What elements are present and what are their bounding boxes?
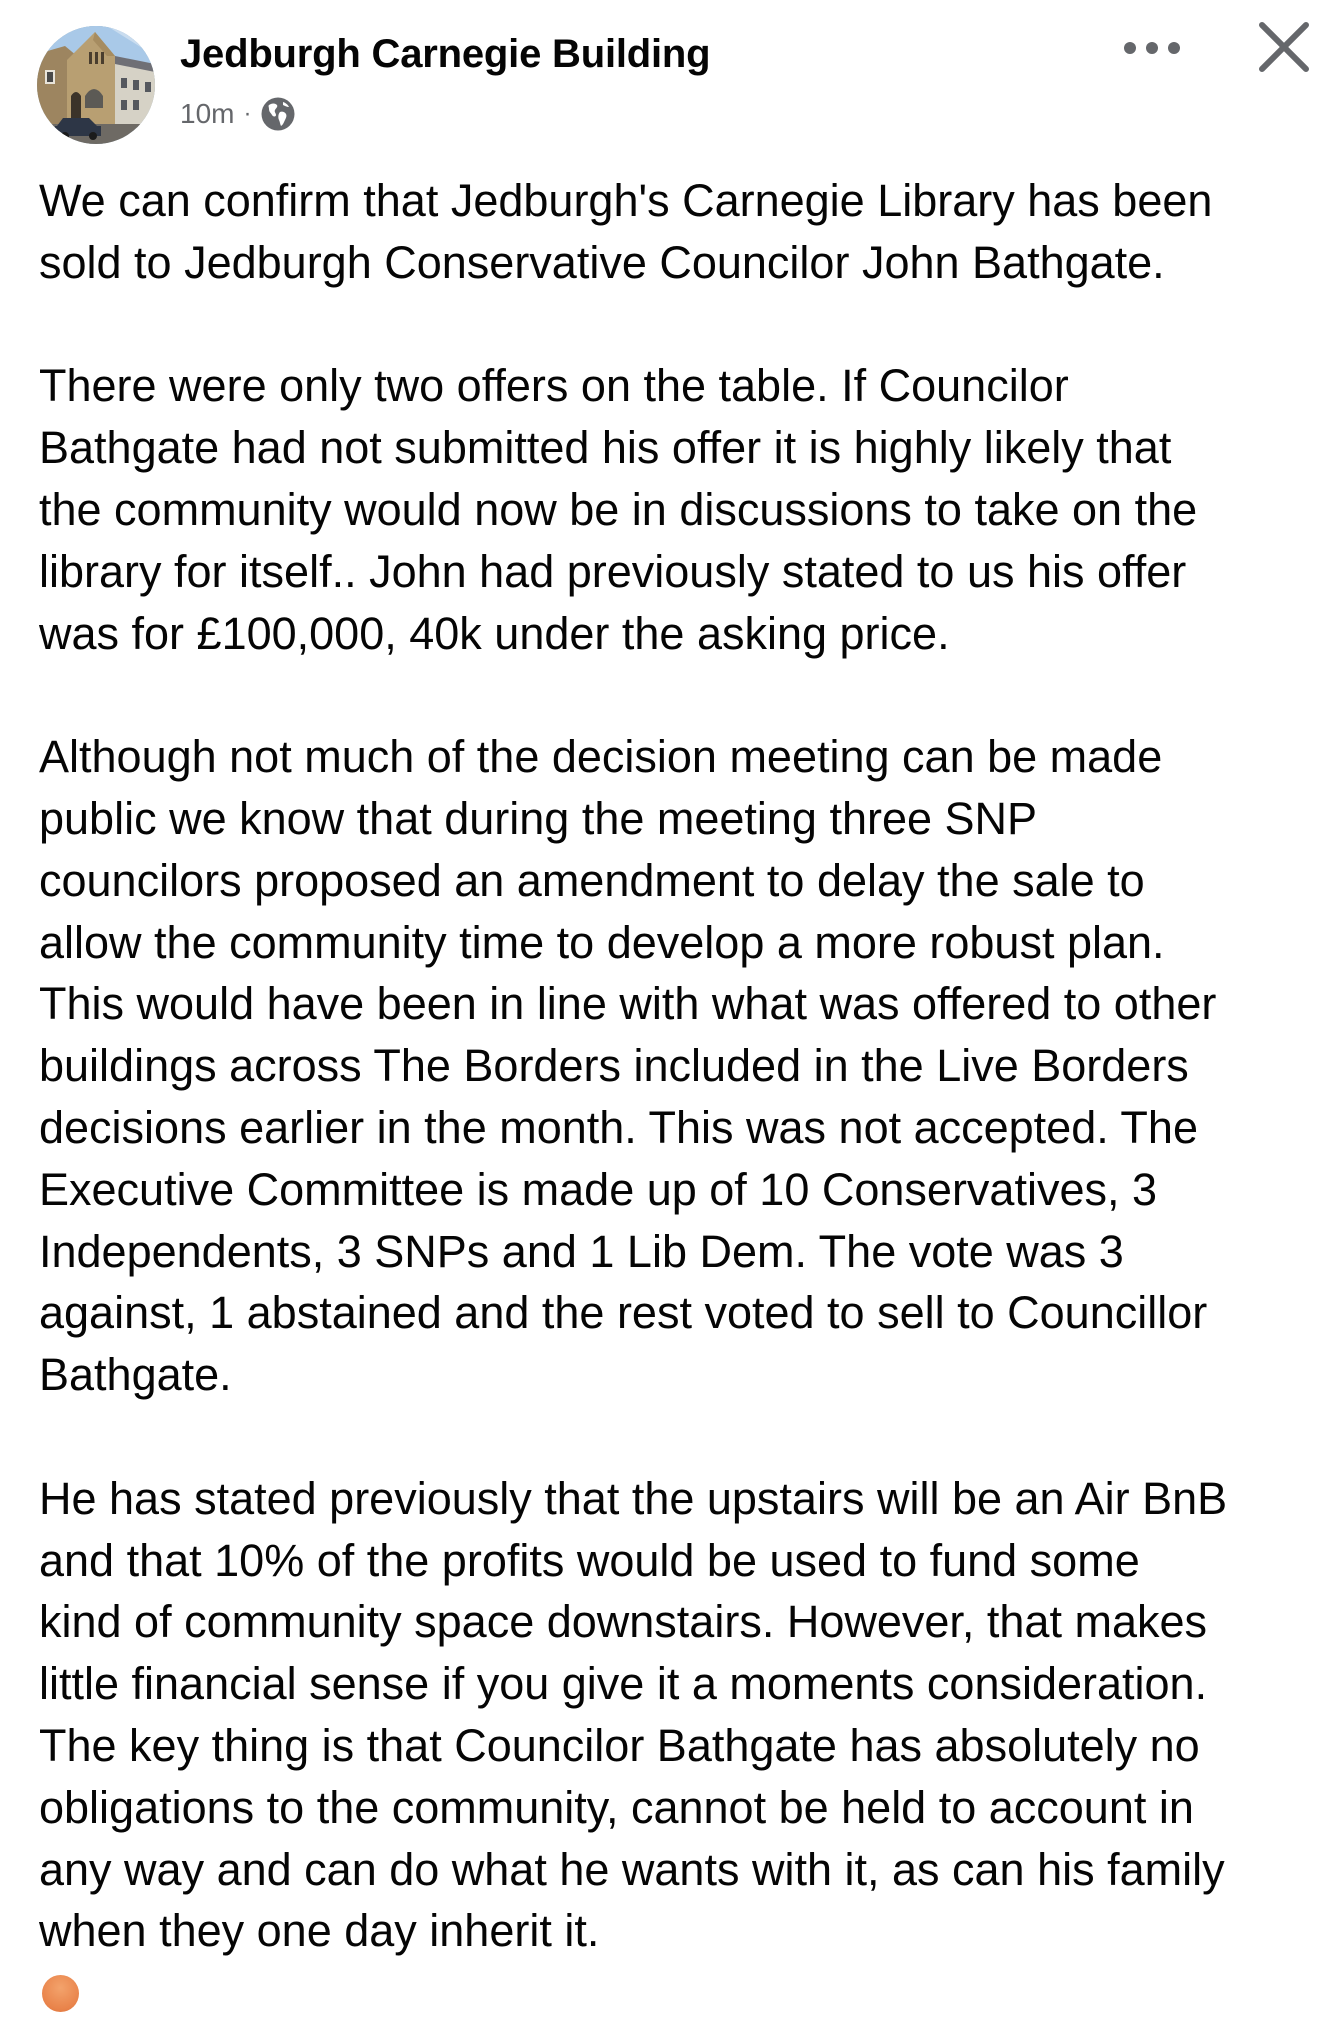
- close-button[interactable]: [1254, 17, 1314, 77]
- post-text-line: We can confirm that Jedburgh's Carnegie Library has been: [39, 175, 1213, 226]
- reaction-emoji-icon[interactable]: [42, 1975, 79, 2012]
- post-text-line: allow the community time to develop a more robust plan.: [39, 916, 1165, 968]
- post-text-line: Bathgate had not submitted his offer it is highly likely that: [39, 422, 1172, 474]
- post-text-line: Independents, 3 SNPs and 1 Lib Dem. The vote was 3: [39, 1225, 1124, 1277]
- post-text-line: obligations to the community, cannot be held to account in: [39, 1781, 1194, 1833]
- post-text-line: public we know that during the meeting three SNP: [39, 792, 1038, 844]
- post-text-line: councilors proposed an amendment to delay the sale to: [39, 854, 1145, 906]
- post-text-line: buildings across The Borders included in the Live Borders: [39, 1040, 1189, 1092]
- post-text-line: against, 1 abstained and the rest voted to sell to Councillor: [39, 1287, 1208, 1339]
- close-icon: [1258, 21, 1310, 73]
- post-paragraph: [39, 726, 1319, 1406]
- post-text-line: was for £100,000, 40k under the asking price.: [39, 607, 950, 659]
- post-text-line: There were only two offers on the table. If Councilor: [39, 360, 1069, 412]
- post-text-line: the community would now be in discussions to take on the: [39, 483, 1198, 535]
- post-text-line: sold to Jedburgh Conservative Councilor John Bathgate.: [39, 236, 1165, 288]
- post-text-line: This would have been in line with what was offered to other: [39, 978, 1217, 1030]
- post-text-line: Although not much of the decision meeting can be made: [39, 731, 1163, 783]
- meta-separator: ·: [243, 100, 252, 127]
- post-paragraph: [39, 1468, 1319, 1962]
- page-avatar[interactable]: [37, 26, 155, 144]
- post-text-line: Bathgate.: [39, 1349, 232, 1401]
- post-text-line: Executive Committee is made up of 10 Conservatives, 3: [39, 1163, 1158, 1215]
- post-text-line: when they one day inherit it.: [39, 1905, 600, 1957]
- post-text-line: and that 10% of the profits would be used to fund some: [39, 1534, 1140, 1586]
- post-text-line: The key thing is that Councilor Bathgate has absolutely no: [39, 1719, 1200, 1771]
- page-name-link[interactable]: Jedburgh Carnegie Building: [180, 32, 711, 76]
- post-text-line: any way and can do what he wants with it, as can his family: [39, 1843, 1225, 1895]
- post-text-line: decisions earlier in the month. This was not accepted. The: [39, 1101, 1198, 1153]
- post-paragraph: [39, 355, 1319, 664]
- post-paragraph: [39, 170, 1319, 294]
- more-options-button[interactable]: [1118, 28, 1186, 68]
- post-text-line: little financial sense if you give it a moments consideration.: [39, 1658, 1208, 1710]
- post-timestamp[interactable]: 10m: [180, 98, 235, 129]
- post-body: [39, 170, 1319, 2024]
- more-options-icon: [1122, 41, 1182, 55]
- post-text-line: He has stated previously that the upstairs will be an Air BnB: [39, 1472, 1228, 1524]
- post-meta: [180, 96, 295, 132]
- globe-icon[interactable]: [261, 97, 295, 131]
- post-text-line: kind of community space downstairs. However, that makes: [39, 1596, 1208, 1648]
- post-text-line: library for itself.. John had previously stated to us his offer: [39, 545, 1187, 597]
- building-photo-icon: [37, 26, 155, 144]
